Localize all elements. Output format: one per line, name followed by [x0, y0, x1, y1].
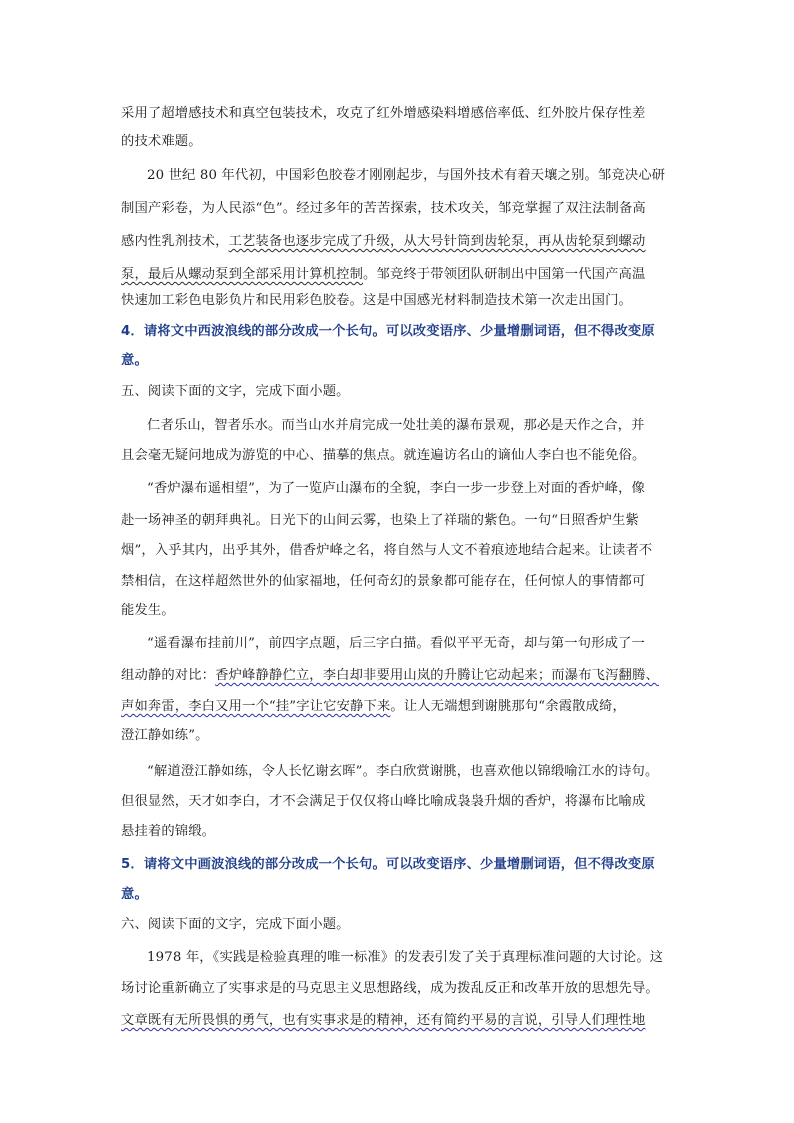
text: 禁相信，在这样超然世外的仙家福地，任何奇幻的景象都可能存在，任何惊人的事情都可	[121, 574, 646, 589]
paragraph-line	[147, 166, 665, 186]
paragraph-line	[121, 979, 659, 999]
text: 快速加工彩色电影负片和民用彩色胶卷。这是中国感光材料制造技术第一次走出国门。	[121, 293, 632, 308]
text: 场讨论重新确立了实事求是的马克思主义思想路线，成为拨乱反正和改革开放的思想先导。	[121, 981, 659, 996]
paragraph-line	[147, 948, 663, 968]
paragraph-line	[121, 446, 645, 466]
paragraph-line	[121, 132, 202, 152]
paragraph-line	[147, 479, 645, 499]
text: 感内性乳剂技术，	[121, 234, 229, 249]
text: 能发生。	[121, 603, 175, 618]
paragraph-line	[121, 726, 209, 746]
paragraph-line	[121, 541, 652, 561]
paragraph-line	[121, 511, 639, 531]
section-heading	[121, 382, 350, 402]
question-5	[121, 855, 655, 875]
wavy-underlined-text: 文章既有无所畏惧的勇气，也有实事求是的精神，还有简约平易的言说，引导人们理性地	[121, 1013, 646, 1028]
paragraph-line	[147, 634, 645, 654]
paragraph-line	[121, 1011, 645, 1031]
paragraph-line	[121, 792, 645, 812]
paragraph-line	[147, 416, 645, 436]
paragraph-line	[121, 291, 632, 311]
text: 制国产彩卷，为人民添“色”。经过多年的苦苦探索，技术攻关，邹竞掌握了双注法制备高	[121, 201, 646, 216]
paragraph-line	[121, 265, 645, 285]
text: 但很显然，天才如李白，才不会满足于仅仅将山峰比喻成袅袅升烟的香炉，将瀑布比喻成	[121, 794, 646, 809]
question-text: 4．请将文中西波浪线的部分改成一个长句。可以改变语序、少量增删词语，但不得改变原	[121, 324, 655, 339]
paragraph-line	[147, 762, 658, 782]
text: 赴一场神圣的朝拜典礼。日光下的山间云雾，也染上了祥瑞的紫色。一句“日照香炉生紫	[121, 513, 639, 528]
text: 组动静的对比：	[121, 668, 216, 683]
text: 的技术难题。	[121, 134, 202, 149]
wavy-underlined-text: 声如奔雷，李白又用一个“挂”字让它安静下来	[121, 699, 391, 714]
wavy-underlined-text: 香炉峰静静伫立，李白却非要用山岚的升腾让它动起来；而瀑布飞泻翻腾、	[215, 668, 659, 683]
section-heading	[121, 915, 350, 935]
paragraph-line	[121, 697, 626, 717]
text: “香炉瀑布遥相望”，为了一览庐山瀑布的全貌，李白一步一步登上对面的香炉峰，像	[147, 481, 645, 496]
text: 采用了超增感技术和真空包装技术，攻克了红外增感染料增感倍率低、红外胶片保存性差	[121, 106, 646, 121]
text: “解道澄江静如练，令人长忆谢玄晖”。李白欣赏谢朓，也喜欢他以锦缎喻江水的诗句。	[147, 764, 659, 779]
paragraph-line	[121, 199, 646, 219]
paragraph-line	[121, 666, 659, 686]
wavy-underlined-text: 工艺装备也逐步完成了升级，从大号针筒到齿轮泵，再从齿轮泵到螺动	[228, 234, 646, 249]
question-text: 意。	[121, 887, 148, 902]
wavy-underlined-text: 泵，最后从螺动泵到全部采用计算机控制	[121, 267, 364, 282]
heading-text: 六、阅读下面的文字，完成下面小题。	[121, 917, 350, 932]
paragraph-line	[121, 104, 645, 124]
question-5-cont	[121, 885, 148, 905]
question-4	[121, 322, 655, 342]
text: 。让人无端想到谢朓那句“余霞散成绮，	[390, 699, 626, 714]
paragraph-line	[121, 601, 175, 621]
question-text: 5．请将文中画波浪线的部分改成一个长句。可以改变语序、少量增删词语，但不得改变原	[121, 857, 655, 872]
heading-text: 五、阅读下面的文字，完成下面小题。	[121, 384, 350, 399]
question-4-cont	[121, 351, 148, 371]
paragraph-line	[121, 572, 645, 592]
text: 。邹竞终于带领团队研制出中国第一代国产高温	[363, 267, 646, 282]
text: 20 世纪 80 年代初，中国彩色胶卷才刚刚起步，与国外技术有着天壤之别。邹竞决心研	[147, 168, 666, 183]
text: 且会毫无疑问地成为游览的中心、描摹的焦点。就连遍访名山的谪仙人李白也不能免俗。	[121, 448, 646, 463]
paragraph-line	[121, 232, 645, 252]
paragraph-line	[121, 822, 215, 842]
text: 1978 年，《实践是检验真理的唯一标准》的发表引发了关于真理标准问题的大讨论。这	[147, 950, 664, 965]
text: 仁者乐山，智者乐水。而当山水并肩完成一处壮美的瀑布景观，那必是天作之合，并	[147, 418, 645, 433]
text: “遥看瀑布挂前川”，前四字点题，后三字白描。看似平平无奇，却与第一句形成了一	[147, 636, 645, 651]
text: 澄江静如练”。	[121, 728, 209, 743]
question-text: 意。	[121, 353, 148, 368]
text: 烟”，入乎其内，出乎其外，借香炉峰之名，将自然与人文不着痕迹地结合起来。让读者不	[121, 543, 653, 558]
text: 悬挂着的锦缎。	[121, 824, 216, 839]
